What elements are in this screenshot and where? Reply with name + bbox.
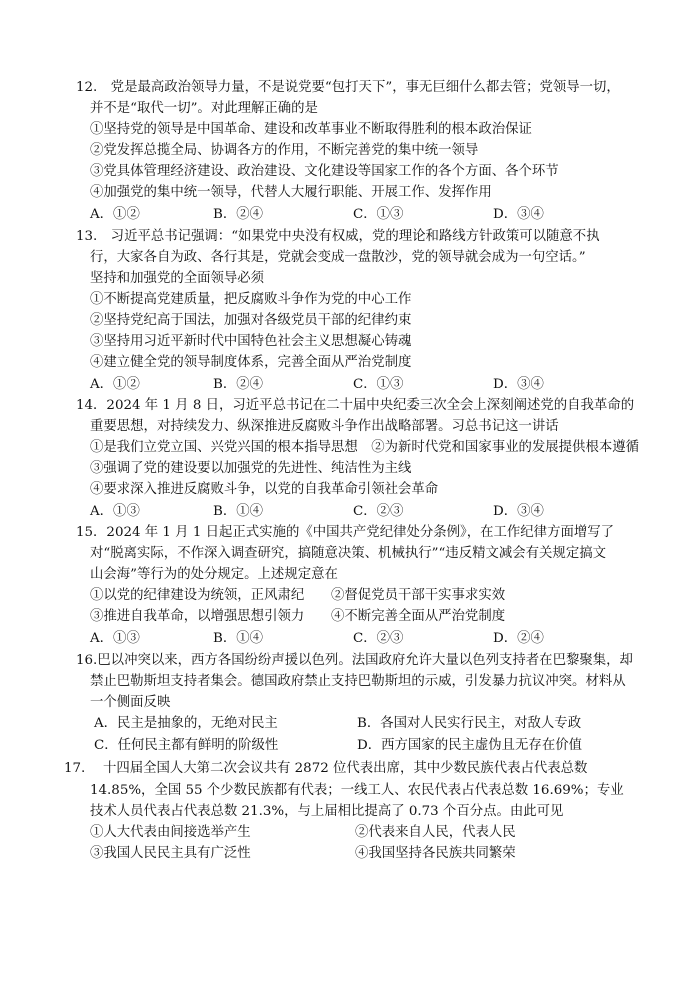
- statement-item: ④我国坚持各民族共同繁荣: [355, 846, 516, 861]
- answer-option-b: B．①④: [213, 504, 264, 519]
- statement-item: ②党发挥总揽全局、协调各方的作用，不断完善党的集中统一领导: [90, 143, 479, 158]
- statement-item: ④加强党的集中统一领导，代替人大履行职能、开展工作、发挥作用: [90, 185, 492, 200]
- statement-item: ①是我们立党立国、兴党兴国的根本指导思想 ②为新时代党和国家事业的发展提供根本遵循: [90, 440, 640, 455]
- answer-option-d: D．③④: [493, 207, 544, 222]
- answer-option-d: D．②④: [493, 631, 544, 646]
- answer-option-a: A．①②: [90, 377, 140, 392]
- question-stem-line: 15．2024 年 1 月 1 日起正式实施的《中国共产党纪律处分条例》，在工作纪律方面增写了: [76, 525, 615, 540]
- answer-option-d: D．西方国家的民主虚伪且无存在价值: [357, 738, 582, 753]
- question-stem-line: 行，大家各自为政、各行其是，党就会变成一盘散沙，党的领导就会成为一句空话。”: [90, 250, 586, 265]
- question-stem-line: 禁止巴勒斯坦支持者集会。德国政府禁止支持巴勒斯坦的示威，引发暴力抗议冲突。材料从: [90, 674, 626, 689]
- answer-option-d: D．③④: [493, 377, 544, 392]
- question-stem-line: 12. 党是最高政治领导力量，不是说党要“包打天下”，事无巨细什么都去管；党领导一切，: [76, 80, 620, 95]
- question-stem-line: 技术人员代表占代表总数 21.3%，与上届相比提高了 0.73 个百分点。由此可见: [90, 804, 564, 819]
- answer-option-c: C．②③: [353, 504, 404, 519]
- statement-item: ①以党的纪律建设为统领，正风肃纪 ②督促党员干部干实事求实效: [90, 588, 506, 603]
- answer-option-a: A．①③: [90, 504, 140, 519]
- answer-option-c: C．任何民主都有鲜明的阶级性: [94, 738, 279, 753]
- statement-item: ②代表来自人民，代表人民: [355, 825, 516, 840]
- answer-option-c: C．②③: [353, 631, 404, 646]
- statement-item: ①人大代表由间接选举产生: [90, 825, 251, 840]
- answer-option-b: B．②④: [213, 377, 264, 392]
- statement-item: ③我国人民民主具有广泛性: [90, 846, 251, 861]
- statement-item: ④要求深入推进反腐败斗争，以党的自我革命引领社会革命: [90, 482, 439, 497]
- question-stem-line: 14．2024 年 1 月 8 日，习近平总书记在二十届中央纪委三次全会上深刻阐述党的自我革命的: [76, 398, 635, 413]
- statement-item: ③推进自我革命，以增强思想引领力 ④不断完善全面从严治党制度: [90, 609, 506, 624]
- question-stem-line: 14.85%，全国 55 个少数民族都有代表；一线工人、农民代表占代表总数 16.69%；专业: [90, 783, 624, 798]
- question-stem-line: 坚持和加强党的全面领导必须: [90, 271, 265, 286]
- question-stem-line: 并不是“取代一切”。对此理解正确的是: [90, 101, 318, 116]
- question-stem-line: 重要思想，对持续发力、纵深推进反腐败斗争作出战略部署。习总书记这一讲话: [90, 419, 559, 434]
- statement-item: ①坚持党的领导是中国革命、建设和改革事业不断取得胜利的根本政治保证: [90, 122, 532, 137]
- statement-item: ③坚持用习近平新时代中国特色社会主义思想凝心铸魂: [90, 334, 412, 349]
- answer-option-c: C．①③: [353, 377, 404, 392]
- statement-item: ③党具体管理经济建设、政治建设、文化建设等国家工作的各个方面、各个环节: [90, 164, 559, 179]
- statement-item: ②坚持党纪高于国法，加强对各级党员干部的纪律约束: [90, 313, 412, 328]
- answer-option-a: A．①②: [90, 207, 140, 222]
- question-stem-line: 对“脱离实际，不作深入调查研究，搞随意决策、机械执行”“违反精文减会有关规定搞文: [90, 546, 606, 561]
- question-stem-line: 一个侧面反映: [90, 695, 171, 710]
- answer-option-a: A．民主是抽象的，无绝对民主: [94, 716, 278, 731]
- question-stem-line: 山会海”等行为的处分规定。上述规定意在: [90, 567, 338, 582]
- answer-option-c: C．①③: [353, 207, 404, 222]
- statement-item: ④建立健全党的领导制度体系，完善全面从严治党制度: [90, 355, 412, 370]
- question-stem-line: 17. 十四届全国人大第二次会议共有 2872 位代表出席，其中少数民族代表占代表总数: [64, 761, 588, 776]
- question-stem-line: 13. 习近平总书记强调：“如果党中央没有权威，党的理论和路线方针政策可以随意不执: [76, 229, 600, 244]
- answer-option-b: B．②④: [213, 207, 264, 222]
- statement-item: ③强调了党的建设要以加强党的先进性、纯洁性为主线: [90, 461, 412, 476]
- answer-option-a: A．①③: [90, 631, 140, 646]
- statement-item: ①不断提高党建质量，把反腐败斗争作为党的中心工作: [90, 292, 412, 307]
- answer-option-b: B．各国对人民实行民主，对敌人专政: [357, 716, 582, 731]
- question-stem-line: 16.巴以冲突以来，西方各国纷纷声援以色列。法国政府允许大量以色列支持者在巴黎聚集，却: [76, 653, 633, 668]
- answer-option-d: D．③④: [493, 504, 544, 519]
- answer-option-b: B．①④: [213, 631, 264, 646]
